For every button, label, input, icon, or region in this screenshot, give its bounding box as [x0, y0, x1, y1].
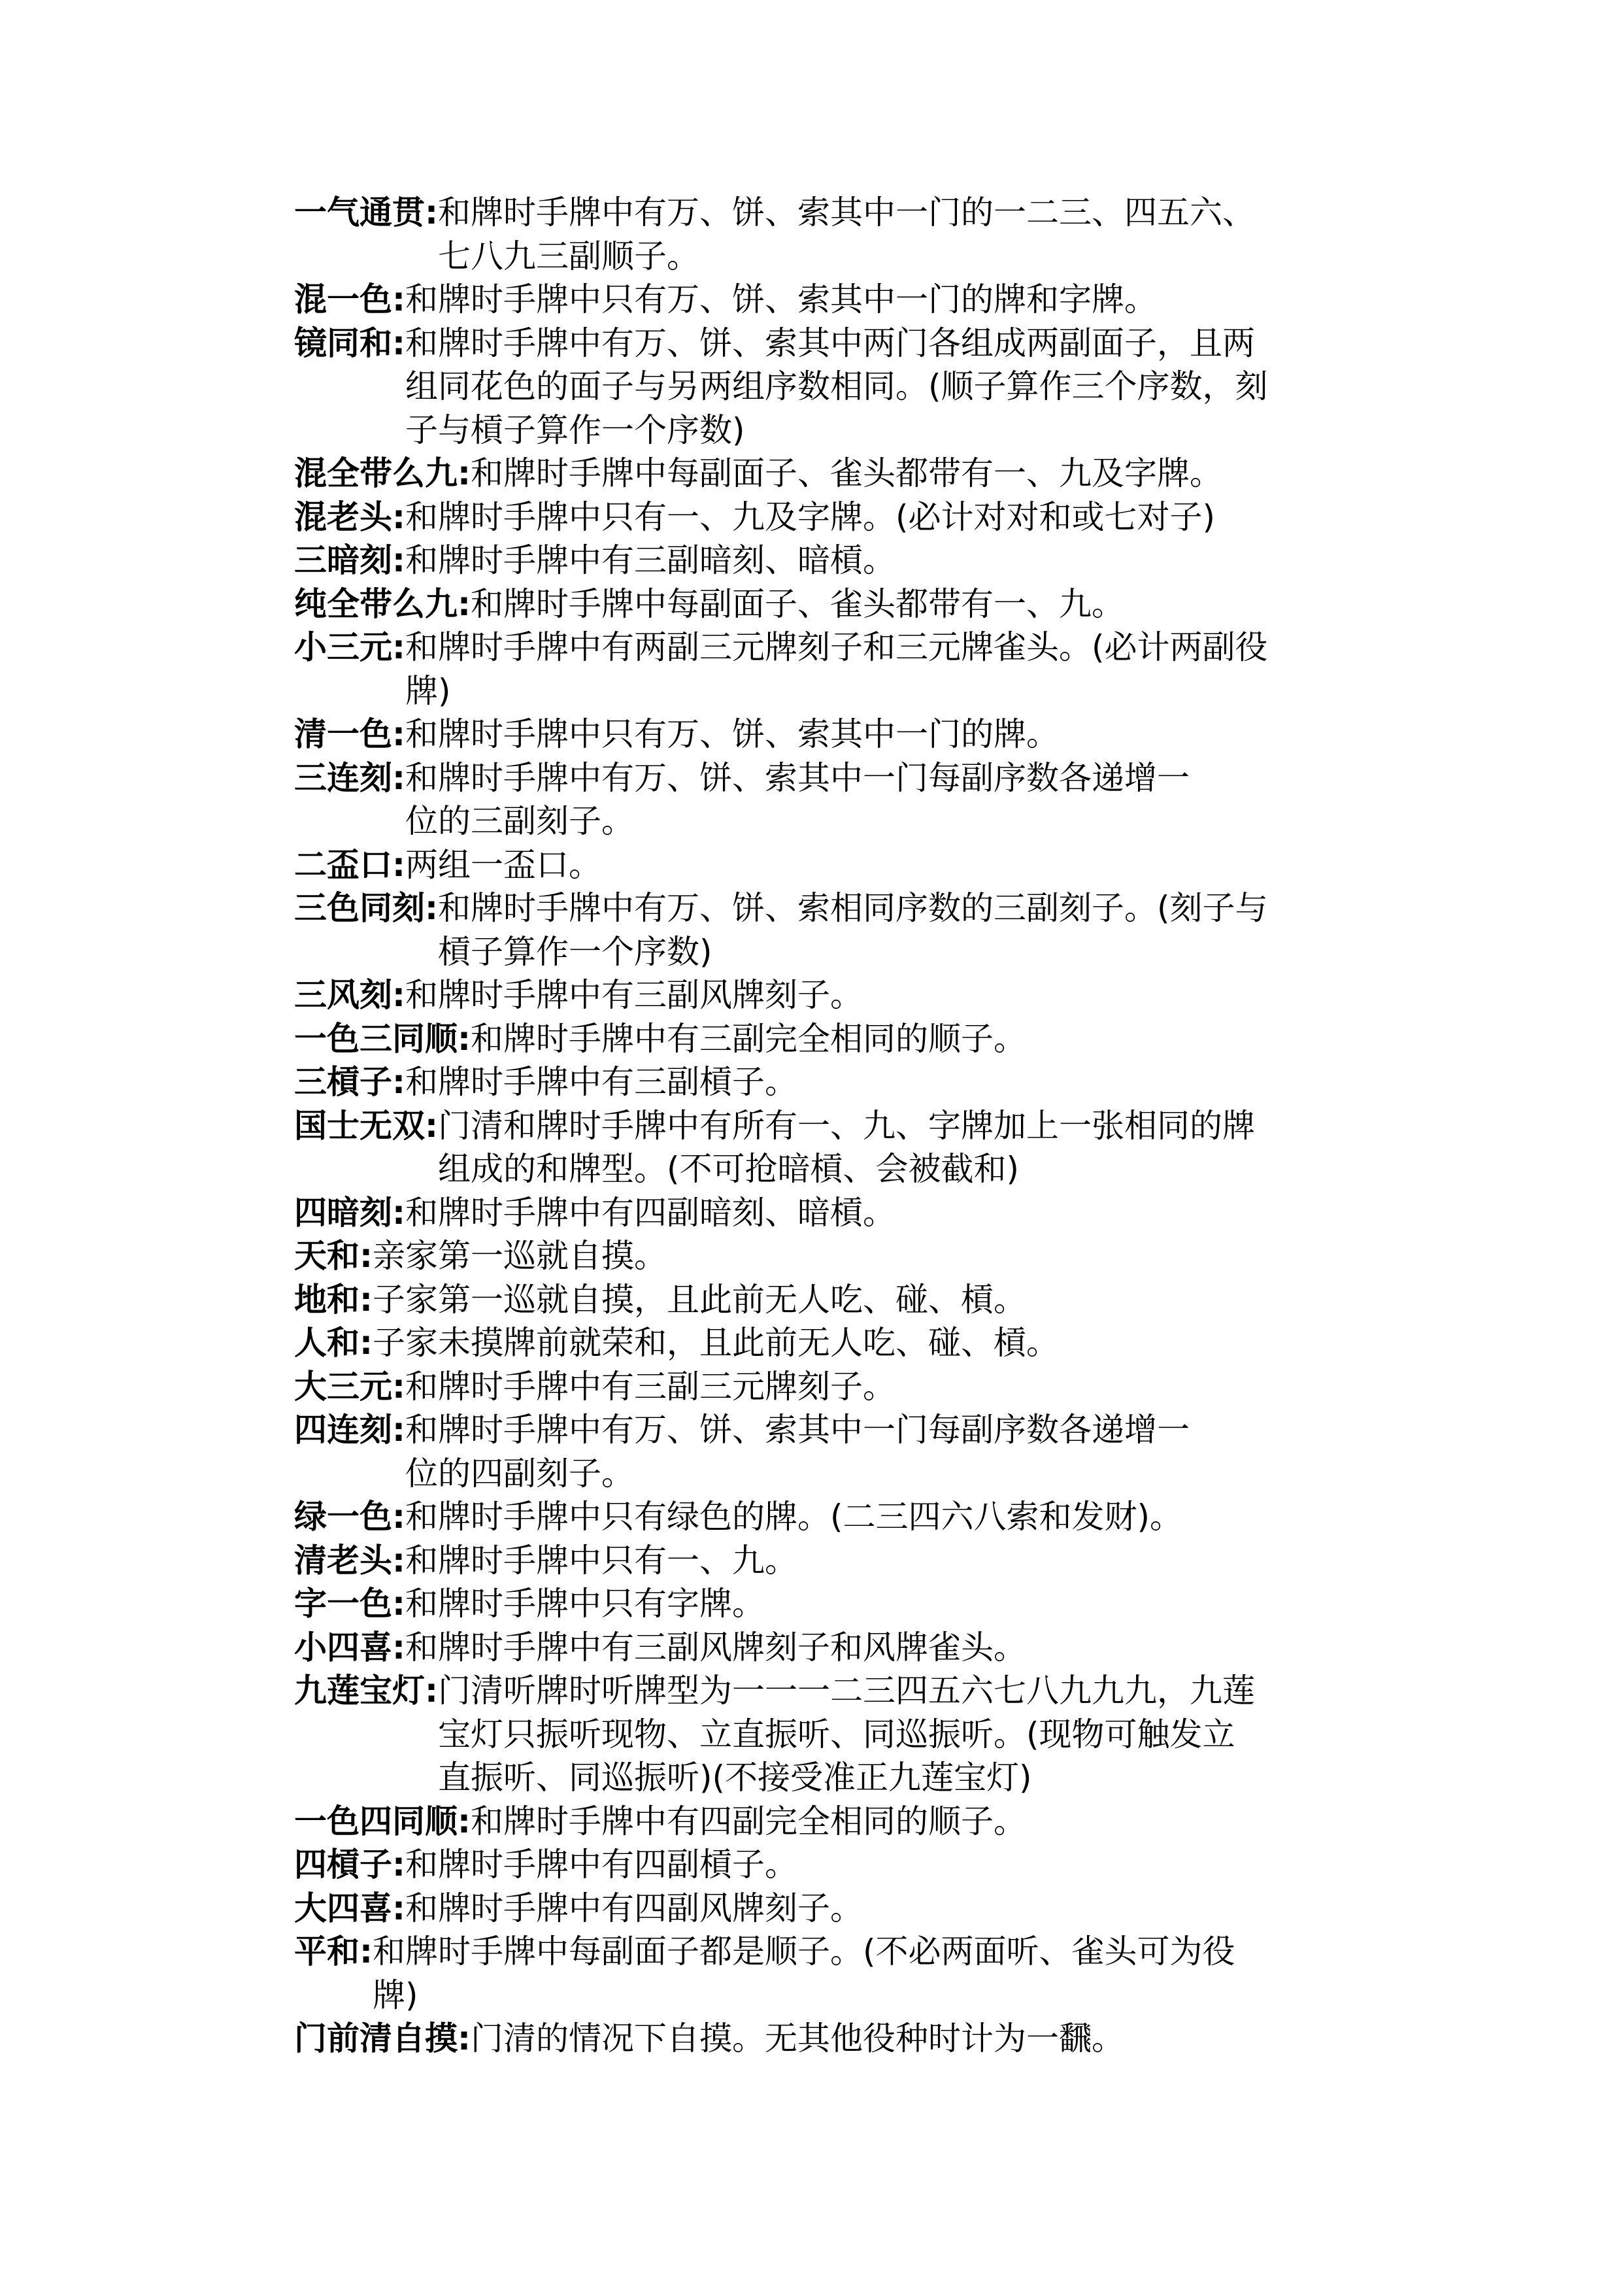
colon: : [425, 1106, 438, 1145]
colon: : [392, 1889, 405, 1927]
term: 平和 [294, 1933, 360, 1970]
description: 和牌时手牌中有四副完全相同的顺子。 [471, 1802, 1026, 1840]
colon: : [392, 498, 405, 536]
list-item [294, 756, 1438, 843]
colon: : [392, 845, 405, 884]
description: 和牌时手牌中有三副风牌刻子和风牌雀头。 [405, 1628, 1026, 1666]
description: 和牌时手牌中有三副风牌刻子。 [405, 976, 863, 1014]
colon: : [360, 1933, 373, 1970]
list-item [294, 322, 1438, 452]
term: 人和 [294, 1324, 360, 1362]
term: 三风刻 [294, 976, 392, 1014]
colon: : [425, 889, 438, 927]
description: 亲家第一巡就自摸。 [373, 1237, 667, 1275]
list-item [294, 1060, 1438, 1104]
colon: : [392, 541, 405, 579]
term: 天和 [294, 1237, 360, 1275]
list-item [294, 2017, 1438, 2061]
term: 字一色 [294, 1585, 392, 1623]
description: 和牌时手牌中每副面子、雀头都带有一、九及字牌。 [471, 454, 1222, 492]
colon: : [392, 1498, 405, 1536]
term: 镜同和 [294, 324, 392, 362]
term: 门前清自摸 [294, 2019, 458, 2057]
description: 和牌时手牌中每副面子、雀头都带有一、九。 [471, 584, 1124, 623]
description: 和牌时手牌中有两副三元牌刻子和三元牌雀头。(必计两副役 牌) [405, 628, 1268, 710]
term: 四连刻 [294, 1411, 392, 1449]
list-item [294, 1669, 1438, 1800]
colon: : [458, 1019, 471, 1058]
term: 清老头 [294, 1541, 392, 1579]
term: 九莲宝灯 [294, 1672, 425, 1710]
list-item [294, 191, 1438, 278]
list-item [294, 886, 1438, 973]
description: 子家第一巡就自摸，且此前无人吃、碰、槓。 [373, 1280, 1026, 1319]
description: 和牌时手牌中有三副槓子。 [405, 1063, 797, 1101]
term: 四暗刻 [294, 1193, 392, 1232]
term: 混一色 [294, 280, 392, 318]
list-item [294, 452, 1438, 496]
description: 和牌时手牌中只有万、饼、索其中一门的牌和字牌。 [405, 280, 1157, 318]
colon: : [360, 1280, 373, 1319]
list-item [294, 843, 1438, 887]
list-item [294, 1321, 1438, 1365]
term: 二盃口 [294, 845, 392, 884]
list-item [294, 278, 1438, 322]
term: 大四喜 [294, 1889, 392, 1927]
description: 和牌时手牌中有四副风牌刻子。 [405, 1889, 863, 1927]
list-item [294, 1887, 1438, 1931]
list-item [294, 539, 1438, 582]
description: 和牌时手牌中有三副三元牌刻子。 [405, 1367, 895, 1406]
term: 四槓子 [294, 1846, 392, 1883]
description: 和牌时手牌中有四副暗刻、暗槓。 [405, 1193, 895, 1232]
list-item [294, 1626, 1438, 1670]
colon: : [425, 1672, 438, 1710]
list-item [294, 1191, 1438, 1235]
colon: : [425, 194, 438, 231]
list-item [294, 1843, 1438, 1887]
colon: : [360, 1324, 373, 1362]
colon: : [392, 324, 405, 362]
description: 和牌时手牌中有万、饼、索其中一门每副序数各递增一 位的三副刻子。 [405, 758, 1190, 840]
colon: : [392, 280, 405, 318]
description: 和牌时手牌中有万、饼、索其中两门各组成两副面子，且两 组同花色的面子与另两组序数相同。(顺子算作三个序数，刻 子与槓子算作一个序数) [405, 324, 1268, 449]
glossary-list [294, 191, 1438, 2061]
description: 和牌时手牌中有三副完全相同的顺子。 [471, 1019, 1026, 1058]
term: 清一色 [294, 715, 392, 753]
description: 子家未摸牌前就荣和，且此前无人吃、碰、槓。 [373, 1324, 1059, 1362]
colon: : [458, 1802, 471, 1840]
list-item [294, 1539, 1438, 1583]
list-item [294, 1234, 1438, 1278]
term: 混老头 [294, 498, 392, 536]
term: 大三元 [294, 1367, 392, 1406]
list-item [294, 1582, 1438, 1626]
list-item [294, 1017, 1438, 1061]
description: 和牌时手牌中只有绿色的牌。(二三四六八索和发财)。 [405, 1498, 1183, 1536]
description: 门清的情况下自摸。无其他役种时计为一飜。 [471, 2019, 1124, 2057]
colon: : [392, 1063, 405, 1101]
description: 和牌时手牌中有万、饼、索相同序数的三副刻子。(刻子与 槓子算作一个序数) [438, 889, 1268, 971]
list-item [294, 1104, 1438, 1191]
description: 和牌时手牌中只有一、九。 [405, 1541, 797, 1579]
term: 三连刻 [294, 758, 392, 797]
term: 绿一色 [294, 1498, 392, 1536]
list-item [294, 973, 1438, 1017]
list-item [294, 1365, 1438, 1409]
description: 和牌时手牌中每副面子都是顺子。(不必两面听、雀头可为役 牌) [373, 1933, 1235, 2014]
term: 国士无双 [294, 1106, 425, 1145]
description: 和牌时手牌中只有字牌。 [405, 1585, 765, 1623]
colon: : [458, 454, 471, 492]
colon: : [392, 1541, 405, 1579]
colon: : [392, 1846, 405, 1883]
term: 小三元 [294, 628, 392, 666]
colon: : [458, 2019, 471, 2057]
list-item [294, 582, 1438, 626]
list-item [294, 1930, 1438, 2017]
colon: : [392, 1193, 405, 1232]
term: 纯全带么九 [294, 584, 458, 623]
description: 门清听牌时听牌型为一一一二三四五六七八九九九，九莲 宝灯只振听现物、立直振听、同巡振听。(现物可触发立 直振听、同巡振听)(不接受准正九莲宝灯) [438, 1672, 1255, 1797]
colon: : [392, 758, 405, 797]
term: 三色同刻 [294, 889, 425, 927]
colon: : [392, 1367, 405, 1406]
description: 两组一盃口。 [405, 845, 601, 884]
colon: : [392, 1585, 405, 1623]
colon: : [392, 1411, 405, 1449]
list-item [294, 1408, 1438, 1495]
colon: : [392, 976, 405, 1014]
colon: : [392, 628, 405, 666]
term: 三暗刻 [294, 541, 392, 579]
description: 和牌时手牌中只有一、九及字牌。(必计对对和或七对子) [405, 498, 1216, 536]
list-item [294, 626, 1438, 713]
colon: : [392, 715, 405, 753]
description: 和牌时手牌中有万、饼、索其中一门每副序数各递增一 位的四副刻子。 [405, 1411, 1190, 1493]
list-item [294, 1278, 1438, 1322]
description: 和牌时手牌中有四副槓子。 [405, 1846, 797, 1883]
list-item [294, 1495, 1438, 1539]
term: 一气通贯 [294, 194, 425, 231]
list-item [294, 1800, 1438, 1844]
list-item [294, 713, 1438, 756]
description: 门清和牌时手牌中有所有一、九、字牌加上一张相同的牌 组成的和牌型。(不可抢暗槓、会被截和) [438, 1106, 1255, 1188]
description: 和牌时手牌中有万、饼、索其中一门的一二三、四五六、 七八九三副顺子。 [438, 194, 1255, 275]
term: 小四喜 [294, 1628, 392, 1666]
term: 一色三同顺 [294, 1019, 458, 1058]
description: 和牌时手牌中有三副暗刻、暗槓。 [405, 541, 895, 579]
colon: : [392, 1628, 405, 1666]
colon: : [360, 1237, 373, 1275]
term: 一色四同顺 [294, 1802, 458, 1840]
description: 和牌时手牌中只有万、饼、索其中一门的牌。 [405, 715, 1059, 753]
term: 混全带么九 [294, 454, 458, 492]
term: 三槓子 [294, 1063, 392, 1101]
list-item [294, 496, 1438, 539]
term: 地和 [294, 1280, 360, 1319]
colon: : [458, 584, 471, 623]
